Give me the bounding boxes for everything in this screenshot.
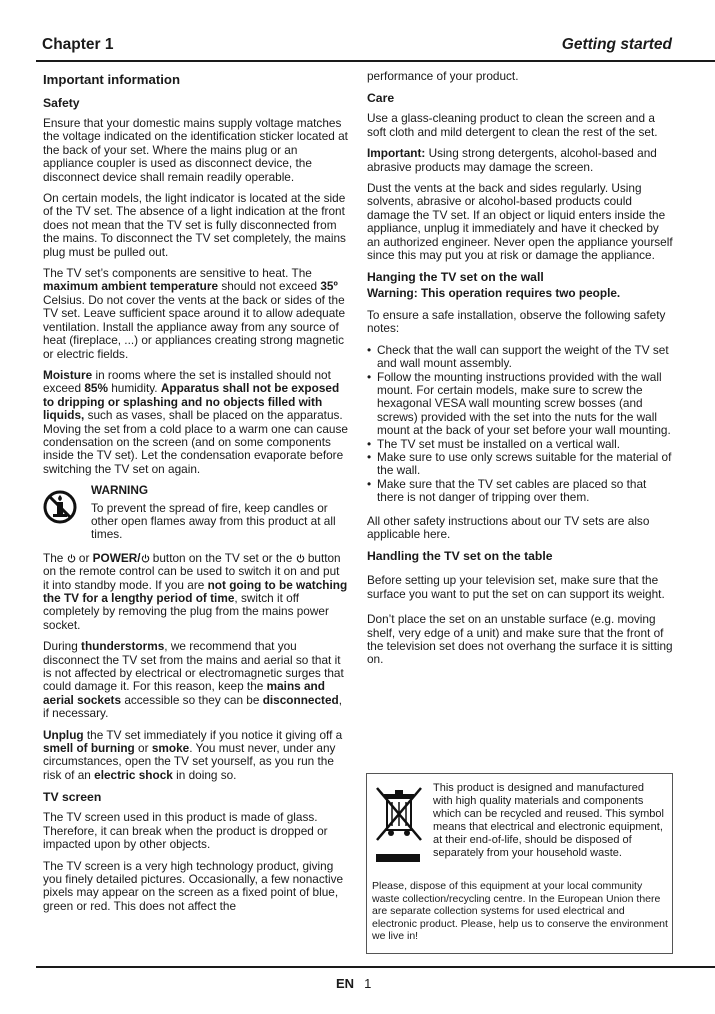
recycling-notice [366,773,673,954]
warning-text: To prevent the spread of fire, keep candles or other open flames away from this product at all times. [91,500,336,542]
table-heading: Handling the TV set on the table [367,549,553,564]
wall-heading: Hanging the TV set on the wall [367,270,544,285]
power-icon [141,554,150,563]
fire-warning [43,484,348,542]
safety-paragraph-6: During thunderstorms, we recommend that you disconnect the TV set from the mains and aerial so that it is not affected by electrical or electromagnetic surges that could damage it. For this reason, keep the mains and aerial sockets accessible so they can be disconnected, if necessary. [43,639,344,721]
tv-screen-heading: TV screen [43,790,102,805]
care-heading: Care [367,91,395,106]
list-item: • Follow the mounting instructions provided with the wall mount. For certain models, make sure to screw the hexagonal VESA wall mounting screw bosses (and screws) provided with the set into the nuts for the wall mount at the back of your set before your wall mounting. [367,371,673,438]
care-paragraph-2: Important: Using strong detergents, alcohol-based and abrasive products may damage the screen. [367,146,657,174]
tv-screen-paragraph-1: The TV screen used in this product is made of glass. Therefore, it can break when the product is dropped or impacted upon by other objects. [43,810,328,852]
safety-paragraph-4: Moisture in rooms where the set is installed should not exceed 85% humidity. Apparatus shall not be exposed to dripping or splashing and no objects filled with liquids, such as vases, shall be placed on the apparatus. Moving the set from a cold place to a warm one can cause condensation on the screen (and on some components inside the TV set). Let the condensation evaporate before switching the TV set on again. [43,367,348,476]
wall-warning: Warning: This operation requires two people. [367,286,621,301]
left-column [43,70,348,921]
list-item: • Check that the wall can support the weight of the TV set and wall mount assembly. [367,344,673,371]
section-title: Getting started [561,36,672,53]
power-icon [296,554,305,563]
care-paragraph-1: Use a glass-cleaning product to clean the screen and a soft cloth and mild detergent to clean the rest of the set. [367,111,658,139]
page-header [36,34,688,60]
recycling-text: This product is designed and manufactured with high quality materials and components which can be recycled and reused. This symbol means that electrical and electronic equipment, at their end-of-life, should be disposed of separately from your household waste. [433,782,664,859]
care-paragraph-3: Dust the vents at the back and sides regularly. Using solvents, abrasive or alcohol-based products could damage the TV set. If an object or liquid enters inside the appliance, unplug it immediately and have it checked by an authorized engineer. Never open the appliance yourself since this may put you at risk or damage the appliance. [367,181,673,263]
warning-title: WARNING [91,483,149,498]
page-footer [336,976,371,991]
power-icon [67,554,76,563]
chapter-label: Chapter 1 [42,36,114,53]
no-candle-icon [43,490,77,524]
safety-paragraph-2: On certain models, the light indicator is located at the side of the TV set. The absence of a light indication at the front does not mean that the TV set is fully disconnected from the mains. To disconnect the TV set completely, the mains plug must be pulled out. [43,191,346,259]
right-column [367,70,673,675]
page-number: 1 [364,976,372,991]
list-item: • Make sure to use only screws suitable for the material of the wall. [367,451,673,478]
crossed-bin-icon [373,784,425,844]
list-item: • Make sure that the TV set cables are placed so that there is not danger of tripping over them. [367,478,673,505]
safety-heading: Safety [43,96,80,110]
important-info-heading: Important information [43,72,180,87]
list-item: • The TV set must be installed on a vertical wall. [367,438,673,451]
recycling-footer-text: Please, dispose of this equipment at your local community waste collection/recycling centre. In the European Union there are separate collection systems for used electrical and electronic product. Please, help us to conserve the environment we live in! [372,880,668,943]
table-paragraph-2: Don’t place the set on an unstable surface (e.g. moving shelf, very edge of a unit) and make sure that the front of the television set does not overhang the surface it is sitting on. [367,612,673,667]
safety-paragraph-3: The TV set’s components are sensitive to heat. The maximum ambient temperature should not exceed 35º Celsius. Do not cover the vents at the back or sides of the TV set. Leave sufficient space around it to allow adequate ventilation. Install the appliance away from any source of heat (fireplace, ...) or appliances creating strong magnetic or electric fields. [43,266,346,361]
wall-intro: To ensure a safe installation, observe the following safety notes: [367,307,666,336]
safety-paragraph-5: The or POWER/ button on the TV set or the button on the remote control can be used to switch it on and put it into standby mode. If you are not going to be watching the TV for a lengthy period of time, switch it off completely by removing the plug from the mains power socket. [43,550,348,632]
safety-paragraph-7: Unplug the TV set immediately if you notice it giving off a smell of burning or smoke. You must never, under any circumstances, open the TV set yourself, as you run the risk of an electric shock in doing so. [43,727,343,782]
tv-screen-continued: performance of your product. [367,69,519,83]
table-paragraph-1: Before setting up your television set, make sure that the surface you want to put the set on can support its weight. [367,573,665,601]
footer-rule [36,966,715,968]
safety-paragraph-1: Ensure that your domestic mains supply voltage matches the voltage indicated on the identification sticker located at the back of your set. Where the mains plug or an appliance coupler is used as disconnect device, the disconnect device shall remain readily operable. [43,116,348,184]
header-rule [36,60,715,62]
weee-bar [376,854,420,862]
language-label: EN [336,976,355,991]
wall-notes-list [367,344,673,505]
tv-screen-paragraph-2: The TV screen is a very high technology product, giving you finely detailed pictures. Occasionally, a few nonactive pixels may appear on the screen as a fixed point of blue, green or red. This does not affect the [43,858,344,913]
wall-outro: All other safety instructions about our TV sets are also applicable here. [367,513,650,541]
